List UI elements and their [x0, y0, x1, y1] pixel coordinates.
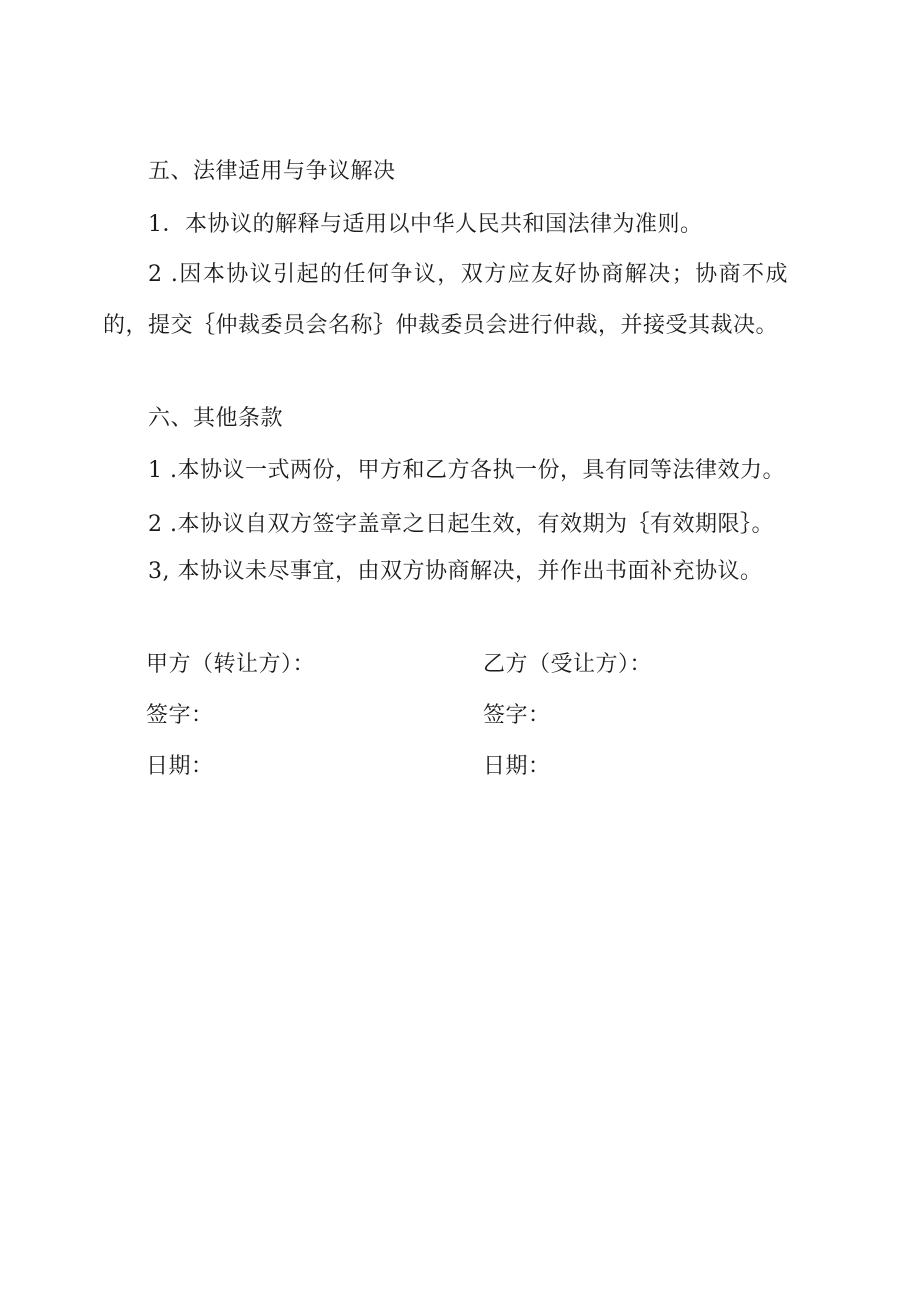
section5-item2-line2: 的，提交｛仲裁委员会名称｝仲裁委员会进行仲裁，并接受其裁决。	[103, 313, 779, 338]
section6-item3: 3, 本协议未尽事宜，由双方协商解决，并作出书面补充协议。	[148, 559, 763, 584]
section6-item2: 2 .本协议自双方签字盖章之日起生效，有效期为｛有效期限｝。	[148, 512, 774, 537]
section6-item1: 1 .本协议一式两份，甲方和乙方各执一份，具有同等法律效力。	[148, 458, 785, 483]
party-a-label: 甲方（转让方）：	[146, 652, 316, 677]
section5-heading: 五、法律适用与争议解决	[148, 159, 396, 184]
section6-heading: 六、其他条款	[148, 406, 284, 431]
party-b-sign-label: 签字：	[483, 703, 551, 728]
party-a-date-label: 日期：	[146, 754, 214, 779]
section5-item2-line1: 2 .因本协议引起的任何争议，双方应友好协商解决；协商不成	[148, 262, 788, 287]
party-a-sign-label: 签字：	[146, 703, 214, 728]
party-b-date-label: 日期：	[483, 754, 551, 779]
party-b-label: 乙方（受让方）：	[483, 652, 653, 677]
section5-item1: 1．本协议的解释与适用以中华人民共和国法律为准则。	[148, 212, 703, 237]
